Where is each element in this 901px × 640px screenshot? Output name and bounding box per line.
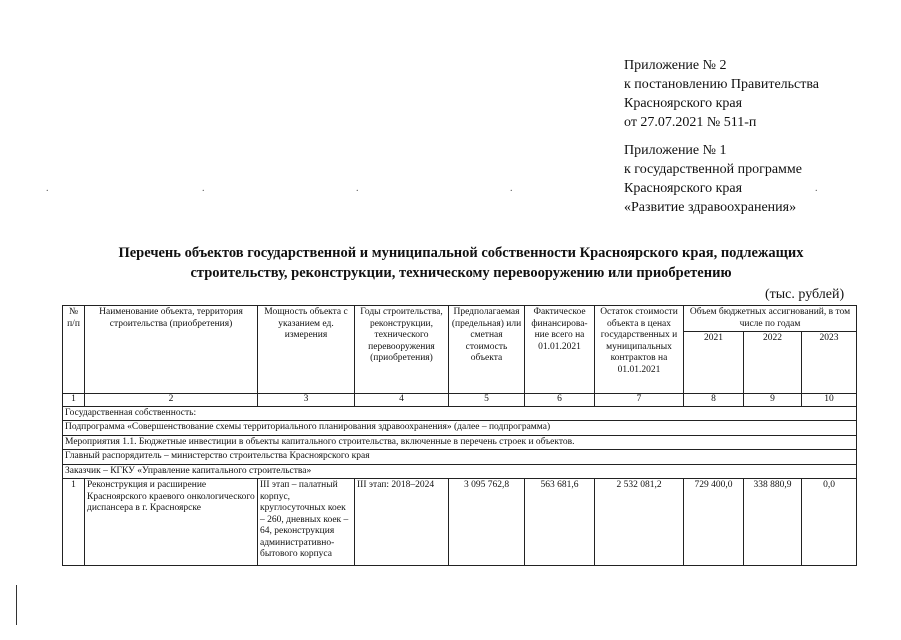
header-year-2022: 2022 [744, 332, 802, 394]
section-row [63, 421, 857, 436]
units-label: (тыс. рублей) [765, 287, 845, 302]
appendix-line: от 27.07.2021 № 511-п [624, 115, 757, 130]
header-name: Наименование объекта, территория строительства (приобретения) [85, 306, 258, 394]
scan-speck: . [510, 183, 513, 194]
column-number: 4 [355, 394, 449, 407]
section-state-property: Государственная собственность: [63, 406, 857, 421]
header-budget-group: Объем бюджетных ассигнований, в том числе по годам [684, 306, 857, 332]
column-number: 9 [744, 394, 802, 407]
header-year-2023: 2023 [802, 332, 857, 394]
row-2021: 729 400,0 [684, 479, 744, 566]
section-row [63, 450, 857, 465]
table-row [63, 479, 857, 566]
section-row [63, 406, 857, 421]
scan-speck: . [46, 183, 49, 194]
header-remaining: Остаток стоимости объекта в ценах государственных и муниципальных контрактов на 01.01.2021 [595, 306, 684, 394]
title-line-2: строительству, реконструкции, техническому перевооружению или приобретению [190, 265, 732, 281]
row-capacity: III этап – палатный корпус, круглосуточных коек – 260, дневных коек – 64, реконструкция административно-бытового корпуса [258, 479, 355, 566]
title-line-1: Перечень объектов государственной и муниципальной собственности Красноярского края, подлежащих [118, 245, 804, 261]
scan-speck: . [202, 183, 205, 194]
row-object-name: Реконструкция и расширение Красноярского краевого онкологического диспансера в г. Красноярске [85, 479, 258, 566]
column-number-row [63, 394, 857, 407]
appendix-line: к государственной программе [624, 162, 802, 177]
appendix-line: «Развитие здравоохранения» [624, 200, 797, 215]
appendix-line: Красноярского края [624, 181, 743, 196]
document-title [66, 243, 856, 283]
appendix-line: Приложение № 2 [624, 58, 727, 73]
scan-speck: . [815, 183, 818, 194]
scan-margin-line [16, 585, 17, 625]
row-cost: 3 095 762,8 [449, 479, 525, 566]
header-year-2021: 2021 [684, 332, 744, 394]
appendix-1-header [624, 141, 802, 217]
appendix-line: к постановлению Правительства [624, 77, 820, 92]
section-row [63, 464, 857, 479]
section-main-manager: Главный распорядитель – министерство строительства Красноярского края [63, 450, 857, 465]
header-cost: Предполагаемая (предельная) или сметная стоимость объекта [449, 306, 525, 394]
section-row [63, 435, 857, 450]
header-years: Годы строительства, реконструкции, технического перевооружения (приобретения) [355, 306, 449, 394]
appendix-line: Красноярского края [624, 96, 743, 111]
header-capacity: Мощность объекта с указанием ед. измерения [258, 306, 355, 394]
header-financed: Фактическое финансирова-ние всего на 01.01.2021 [525, 306, 595, 394]
column-number: 10 [802, 394, 857, 407]
column-number: 5 [449, 394, 525, 407]
column-number: 2 [85, 394, 258, 407]
row-2023: 0,0 [802, 479, 857, 566]
header-row [63, 306, 857, 332]
section-measure: Мероприятия 1.1. Бюджетные инвестиции в объекты капитального строительства, включенные в перечень строек и объектов. [63, 435, 857, 450]
column-number: 7 [595, 394, 684, 407]
row-remaining: 2 532 081,2 [595, 479, 684, 566]
column-number: 8 [684, 394, 744, 407]
column-number: 3 [258, 394, 355, 407]
row-num: 1 [63, 479, 85, 566]
scan-speck: . [356, 183, 359, 194]
column-number: 1 [63, 394, 85, 407]
objects-table [62, 305, 857, 566]
row-financed: 563 681,6 [525, 479, 595, 566]
column-number: 6 [525, 394, 595, 407]
row-2022: 338 880,9 [744, 479, 802, 566]
appendix-line: Приложение № 1 [624, 143, 727, 158]
row-years: III этап: 2018–2024 [355, 479, 449, 566]
section-subprogram: Подпрограмма «Совершенствование схемы территориального планирования здравоохранения» (далее – подпрограмма) [63, 421, 857, 436]
appendix-2-header [624, 56, 819, 132]
header-num: № п/п [63, 306, 85, 394]
section-customer: Заказчик – КГКУ «Управление капитального строительства» [63, 464, 857, 479]
